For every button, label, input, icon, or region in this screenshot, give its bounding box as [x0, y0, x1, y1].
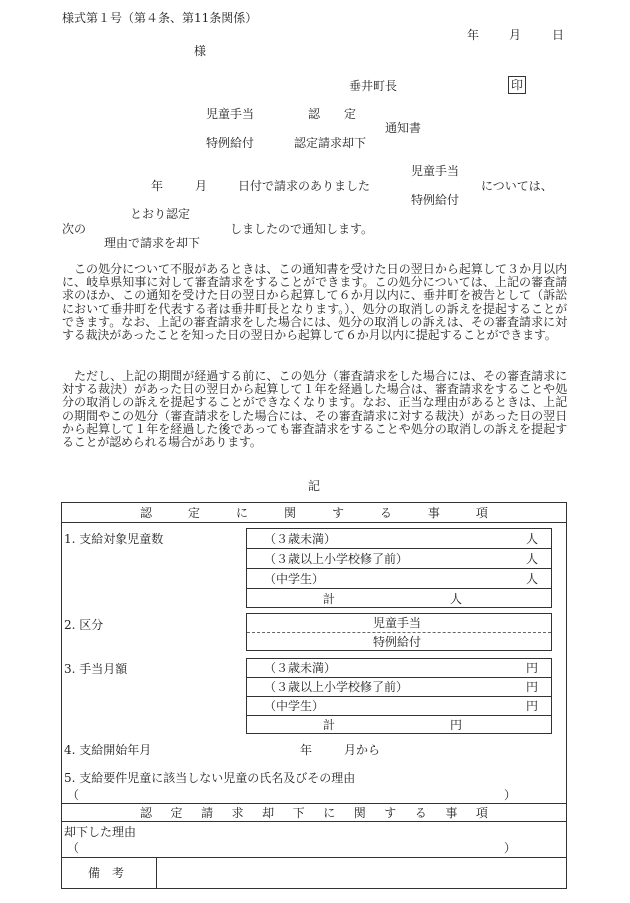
divider [246, 696, 552, 697]
unit-person: 人 [450, 592, 463, 606]
appeal-paragraph-2: ただし、上記の期間が経過する前に、この処分（審査請求をした場合には、その審査請求に対する裁決）があった日の翌日から起算して１年を経過した場合は、審査請求をすることや処分の取消しの訴えを提起することができなくなります。なお、正当な理由があるときは、上記の期間やこの処分（審査請求をした場合には、その審査請求に対する裁決）があった日の翌日から起算して１年を経過した後であっても審査請求をすることや処分の取消しの訴えを提起することが認められる場合があります。 [62, 369, 567, 450]
unit-person: 人 [526, 572, 539, 586]
excluded-children-label: 5. 支給要件児童に該当しない児童の氏名及びその理由 [64, 771, 356, 785]
intro-notify: しましたので通知します。 [230, 222, 374, 236]
appeal-paragraph-1: この処分について不服があるときは、この通知書を受けた日の翌日から起算して３か月以内に、岐阜県知事に対して審査請求をすることができます。この処分については、上記の審査請求のほか、この通知を受けた日の翌日から起算して６か月以内に、垂井町を被告として（訴訟において垂井町を代表する者は垂井町長となります。）、処分の取消しの訴えを提起することができます。なお、上記の審査請求をした場合には、処分の取消しの訴えは、その審査請求に対する裁決があったことを知った日の翌日から起算して６か月以内に提起することができます。 [62, 262, 567, 343]
title-notice: 通知書 [385, 121, 422, 135]
divider [61, 857, 567, 858]
form-number: 様式第１号（第４条、第11条関係） [62, 11, 258, 25]
divider [61, 803, 567, 804]
intro-year: 年 [151, 179, 164, 193]
section2-header: 認 定 請 求 却 下 に 関 す る 事 項 [140, 806, 488, 820]
intro-request-text: 日付で請求のありました [238, 179, 371, 193]
paren-open: （ [67, 841, 80, 855]
title-rejection: 認定請求却下 [294, 136, 367, 150]
monthly-row-preschool: （３歳以上小学校修了前） [264, 680, 409, 694]
start-month-unit: 月から [344, 743, 381, 757]
start-month-label: 4. 支給開始年月 [64, 743, 152, 757]
intro-allowance-bottom: 特例給付 [411, 193, 460, 207]
divider [61, 522, 567, 523]
date-year: 年 [467, 28, 480, 42]
title-allowance-2: 特例給付 [206, 136, 255, 150]
children-total-label: 計 [323, 592, 336, 606]
divider [247, 632, 551, 633]
date-month: 月 [509, 28, 522, 42]
title-approval: 認 定 [308, 107, 357, 121]
children-row-under3: （３歳未満） [264, 532, 337, 546]
remarks-label: 備 考 [88, 866, 125, 880]
date-day: 日 [552, 28, 565, 42]
monthly-row-under3: （３歳未満） [264, 661, 337, 675]
monthly-row-middle: （中学生） [264, 699, 325, 713]
divider [246, 568, 552, 569]
unit-person: 人 [526, 532, 539, 546]
unit-person: 人 [526, 552, 539, 566]
category-label: 2. 区分 [64, 618, 104, 632]
divider [61, 821, 567, 822]
monthly-total-label: 計 [323, 718, 336, 732]
paren-close: ） [504, 841, 517, 855]
addressee-suffix: 様 [194, 44, 207, 58]
title-allowance-1: 児童手当 [206, 107, 255, 121]
divider [246, 715, 552, 716]
ki-heading: 記 [308, 479, 321, 493]
children-row-preschool: （３歳以上小学校修了前） [264, 552, 409, 566]
unit-yen: 円 [526, 699, 539, 713]
start-year-unit: 年 [300, 743, 313, 757]
monthly-amount-label: 3. 手当月額 [64, 662, 128, 676]
category-special: 特例給付 [373, 635, 422, 649]
children-row-middle: （中学生） [264, 572, 325, 586]
section1-header: 認 定 に 関 す る 事 項 [140, 506, 488, 520]
paren-open: （ [67, 788, 80, 802]
intro-concerning: については、 [481, 179, 553, 193]
intro-approve: とおり認定 [130, 207, 191, 221]
divider [246, 548, 552, 549]
divider [246, 677, 552, 678]
paren-close: ） [504, 788, 517, 802]
unit-yen: 円 [526, 680, 539, 694]
rejection-reason-label: 却下した理由 [64, 825, 137, 839]
intro-allowance-top: 児童手当 [411, 164, 460, 178]
unit-yen: 円 [450, 718, 463, 732]
unit-yen: 円 [526, 661, 539, 675]
divider [246, 588, 552, 589]
category-allowance: 児童手当 [373, 616, 422, 630]
intro-reject: 理由で請求を却下 [104, 236, 201, 250]
seal-mark: 印 [508, 76, 526, 94]
sender-name: 垂井町長 [349, 79, 398, 93]
divider [156, 857, 157, 889]
children-count-label: 1. 支給対象児童数 [64, 532, 164, 546]
intro-next: 次の [62, 222, 87, 236]
intro-month: 月 [195, 179, 208, 193]
